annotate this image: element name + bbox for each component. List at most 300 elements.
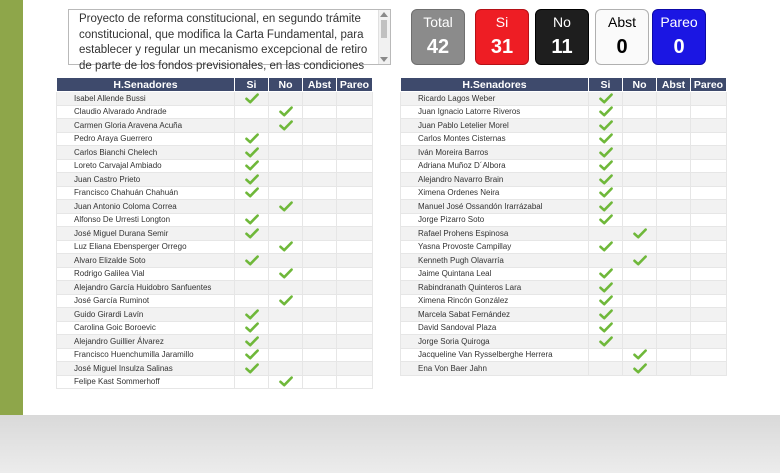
vote-cell-si (589, 119, 623, 133)
vote-cell-abst (303, 348, 337, 362)
vote-cell-pareo (337, 321, 373, 335)
vote-cell-no (623, 240, 657, 254)
vote-cell-si (589, 213, 623, 227)
senator-name: Ximena Ordenes Neira (401, 186, 589, 200)
senator-name: Iván Moreira Barros (401, 146, 589, 160)
vote-cell-si (235, 240, 269, 254)
table-row (401, 132, 727, 146)
vote-cell-pareo (337, 254, 373, 268)
description-scrollbar[interactable] (378, 10, 390, 64)
vote-cell-pareo (337, 281, 373, 295)
vote-cell-si (589, 173, 623, 187)
vote-cell-abst (657, 321, 691, 335)
vote-cell-pareo (691, 92, 727, 106)
vote-cell-no (623, 308, 657, 322)
vote-cell-pareo (691, 213, 727, 227)
vote-cell-no (623, 321, 657, 335)
senator-name: José Miguel Durana Semir (57, 227, 235, 241)
vote-cell-no (269, 186, 303, 200)
vote-cell-pareo (691, 335, 727, 349)
table-row (57, 213, 373, 227)
col-header-no: No (623, 78, 657, 92)
senator-name: Manuel José Ossandón Irarrázabal (401, 200, 589, 214)
pareo-votes-tile (652, 9, 706, 65)
vote-cell-pareo (337, 348, 373, 362)
vote-cell-pareo (691, 119, 727, 133)
check-icon (599, 214, 613, 225)
senator-name: Carolina Goic Boroevic (57, 321, 235, 335)
check-icon (599, 133, 613, 144)
vote-cell-si (589, 254, 623, 268)
check-icon (279, 295, 293, 306)
vote-cell-no (623, 146, 657, 160)
senator-name: Alejandro Guillier Álvarez (57, 335, 235, 349)
vote-cell-abst (303, 105, 337, 119)
vote-cell-si (235, 105, 269, 119)
check-icon (245, 322, 259, 333)
check-icon (279, 268, 293, 279)
table-row (401, 159, 727, 173)
table-row (57, 375, 373, 389)
vote-cell-abst (657, 267, 691, 281)
col-header-si: Si (589, 78, 623, 92)
vote-cell-pareo (337, 308, 373, 322)
check-icon (599, 268, 613, 279)
scroll-up-arrow-icon[interactable] (380, 12, 388, 17)
check-icon (599, 201, 613, 212)
vote-cell-si (235, 132, 269, 146)
table-row (57, 146, 373, 160)
check-icon (599, 93, 613, 104)
vote-cell-no (269, 119, 303, 133)
vote-cell-abst (657, 186, 691, 200)
check-icon (279, 106, 293, 117)
bill-description-box[interactable] (68, 9, 391, 72)
vote-cell-pareo (337, 119, 373, 133)
vote-cell-abst (657, 173, 691, 187)
senator-name: Alvaro Elizalde Soto (57, 254, 235, 268)
vote-cell-no (269, 321, 303, 335)
vote-cell-no (623, 119, 657, 133)
vote-cell-si (235, 254, 269, 268)
senator-name: Alejandro García Huidobro Sanfuentes (57, 281, 235, 295)
check-icon (599, 322, 613, 333)
vote-cell-abst (657, 92, 691, 106)
table-row (401, 186, 727, 200)
vote-cell-si (235, 200, 269, 214)
vote-cell-abst (303, 240, 337, 254)
table-row (401, 362, 727, 376)
check-icon (599, 147, 613, 158)
vote-cell-no (269, 375, 303, 389)
abst-label: Abst (607, 14, 636, 30)
pareo-count: 0 (673, 36, 685, 58)
vote-cell-si (589, 92, 623, 106)
vote-cell-no (623, 159, 657, 173)
vote-cell-abst (657, 335, 691, 349)
vote-cell-pareo (691, 146, 727, 160)
vote-cell-no (269, 200, 303, 214)
vote-cell-no (269, 173, 303, 187)
table-row (401, 240, 727, 254)
vote-cell-no (269, 213, 303, 227)
vote-cell-abst (303, 227, 337, 241)
vote-cell-pareo (337, 159, 373, 173)
vote-cell-si (589, 146, 623, 160)
check-icon (279, 241, 293, 252)
col-header-si: Si (235, 78, 269, 92)
scroll-thumb[interactable] (381, 20, 387, 38)
table-row (401, 294, 727, 308)
vote-cell-si (589, 132, 623, 146)
vote-cell-pareo (337, 132, 373, 146)
table-row (401, 254, 727, 268)
vote-cell-abst (657, 132, 691, 146)
table-row (401, 335, 727, 349)
no-votes-tile (535, 9, 589, 65)
senator-name: Jorge Pizarro Soto (401, 213, 589, 227)
vote-cell-abst (657, 348, 691, 362)
vote-cell-si (589, 362, 623, 376)
vote-cell-pareo (691, 348, 727, 362)
vote-cell-abst (657, 308, 691, 322)
vote-cell-si (235, 92, 269, 106)
vote-cell-no (623, 200, 657, 214)
scroll-down-arrow-icon[interactable] (380, 57, 388, 62)
vote-cell-si (589, 186, 623, 200)
si-label: Si (495, 14, 509, 30)
table-row (401, 321, 727, 335)
pareo-label: Pareo (660, 14, 698, 30)
vote-cell-abst (303, 173, 337, 187)
table-row (401, 92, 727, 106)
table-row (401, 200, 727, 214)
table-header-row (57, 78, 373, 92)
check-icon (599, 160, 613, 171)
vote-cell-no (269, 254, 303, 268)
vote-cell-pareo (337, 294, 373, 308)
vote-cell-no (269, 335, 303, 349)
check-icon (599, 106, 613, 117)
senator-name: Yasna Provoste Campillay (401, 240, 589, 254)
vote-cell-abst (303, 281, 337, 295)
table-row (401, 213, 727, 227)
check-icon (599, 309, 613, 320)
vote-cell-no (623, 294, 657, 308)
vote-cell-si (235, 294, 269, 308)
vote-cell-pareo (337, 213, 373, 227)
table-row (57, 159, 373, 173)
vote-cell-abst (303, 159, 337, 173)
vote-cell-si (235, 267, 269, 281)
vote-cell-pareo (691, 254, 727, 268)
col-header-senators: H.Senadores (401, 78, 589, 92)
table-row (57, 132, 373, 146)
vote-cell-pareo (691, 173, 727, 187)
table-row (57, 92, 373, 106)
no-label: No (553, 14, 571, 30)
table-row (57, 335, 373, 349)
vote-cell-pareo (337, 186, 373, 200)
vote-cell-abst (657, 159, 691, 173)
vote-cell-si (589, 294, 623, 308)
vote-cell-si (589, 240, 623, 254)
vote-cell-pareo (337, 267, 373, 281)
senator-name: Guido Girardi Lavín (57, 308, 235, 322)
vote-cell-si (235, 173, 269, 187)
vote-cell-abst (657, 240, 691, 254)
vote-cell-no (623, 267, 657, 281)
table-row (401, 308, 727, 322)
vote-cell-no (269, 146, 303, 160)
table-row (57, 254, 373, 268)
vote-cell-pareo (691, 132, 727, 146)
vote-cell-no (623, 132, 657, 146)
vote-cell-abst (303, 186, 337, 200)
check-icon (245, 363, 259, 374)
total-label: Total (423, 14, 453, 30)
check-icon (245, 309, 259, 320)
vote-cell-si (235, 119, 269, 133)
vote-cell-abst (657, 146, 691, 160)
table-row (401, 119, 727, 133)
vote-cell-pareo (337, 362, 373, 376)
vote-cell-pareo (691, 186, 727, 200)
vote-cell-no (269, 362, 303, 376)
check-icon (245, 160, 259, 171)
vote-cell-si (235, 375, 269, 389)
vote-cell-pareo (337, 146, 373, 160)
check-icon (245, 349, 259, 360)
check-icon (633, 228, 647, 239)
senator-name: Claudio Alvarado Andrade (57, 105, 235, 119)
vote-cell-pareo (691, 227, 727, 241)
vote-cell-pareo (691, 321, 727, 335)
vote-cell-abst (303, 119, 337, 133)
table-row (401, 105, 727, 119)
check-icon (599, 187, 613, 198)
vote-cell-si (589, 281, 623, 295)
total-votes-tile (411, 9, 465, 65)
vote-cell-abst (657, 119, 691, 133)
check-icon (599, 282, 613, 293)
vote-cell-abst (303, 375, 337, 389)
senator-name: Jaime Quintana Leal (401, 267, 589, 281)
lower-background (0, 415, 780, 473)
abst-votes-tile (595, 9, 649, 65)
check-icon (245, 336, 259, 347)
check-icon (279, 376, 293, 387)
table-row (401, 227, 727, 241)
check-icon (245, 228, 259, 239)
senators-vote-table-right (400, 77, 727, 376)
senator-name: David Sandoval Plaza (401, 321, 589, 335)
vote-cell-pareo (337, 335, 373, 349)
vote-cell-si (235, 213, 269, 227)
table-row (57, 186, 373, 200)
si-count: 31 (490, 36, 514, 58)
vote-cell-abst (303, 132, 337, 146)
vote-cell-si (589, 200, 623, 214)
senator-name: Rabindranath Quinteros Lara (401, 281, 589, 295)
vote-cell-si (589, 227, 623, 241)
senator-name: Adriana Muñoz D´Albora (401, 159, 589, 173)
vote-cell-abst (303, 213, 337, 227)
table-row (57, 362, 373, 376)
senator-name: Felipe Kast Sommerhoff (57, 375, 235, 389)
abst-count: 0 (616, 36, 628, 58)
col-header-abst: Abst (303, 78, 337, 92)
vote-cell-pareo (691, 294, 727, 308)
vote-cell-abst (303, 146, 337, 160)
vote-cell-no (623, 335, 657, 349)
vote-cell-abst (657, 200, 691, 214)
table-row (57, 281, 373, 295)
check-icon (245, 133, 259, 144)
vote-cell-abst (303, 200, 337, 214)
check-icon (599, 120, 613, 131)
table-row (401, 267, 727, 281)
senator-name: Alfonso De Urresti Longton (57, 213, 235, 227)
vote-cell-pareo (691, 159, 727, 173)
vote-cell-pareo (337, 200, 373, 214)
vote-cell-si (235, 308, 269, 322)
total-count: 42 (426, 36, 450, 58)
senator-name: Luz Eliana Ebensperger Orrego (57, 240, 235, 254)
vote-cell-abst (303, 335, 337, 349)
senator-name: Francisco Chahuán Chahuán (57, 186, 235, 200)
table-row (401, 348, 727, 362)
vote-cell-abst (303, 92, 337, 106)
bill-description-text: Proyecto de reforma constitucional, en segundo trámite constitucional, que modifica la Carta Fundamental, para establecer y regular un mecanismo excepcional de retiro de parte de los fondos previsionales, en las condiciones (79, 13, 368, 72)
vote-cell-abst (303, 294, 337, 308)
vote-cell-si (235, 281, 269, 295)
vote-cell-abst (657, 227, 691, 241)
vote-cell-si (235, 159, 269, 173)
vote-cell-si (235, 186, 269, 200)
senator-name: Rodrigo Galilea Vial (57, 267, 235, 281)
vote-cell-no (623, 254, 657, 268)
vote-cell-pareo (691, 105, 727, 119)
senator-name: Ricardo Lagos Weber (401, 92, 589, 106)
vote-cell-si (589, 105, 623, 119)
vote-cell-no (623, 362, 657, 376)
left-accent-bar (0, 0, 23, 415)
table-row (57, 267, 373, 281)
vote-cell-pareo (691, 308, 727, 322)
check-icon (599, 174, 613, 185)
vote-cell-si (235, 227, 269, 241)
vote-cell-si (589, 267, 623, 281)
vote-cell-abst (657, 281, 691, 295)
vote-cell-pareo (337, 227, 373, 241)
senator-name: Juan Castro Prieto (57, 173, 235, 187)
vote-cell-abst (303, 267, 337, 281)
table-row (57, 348, 373, 362)
vote-cell-no (623, 173, 657, 187)
check-icon (245, 93, 259, 104)
senator-name: Carmen Gloria Aravena Acuña (57, 119, 235, 133)
vote-cell-pareo (691, 267, 727, 281)
table-row (57, 227, 373, 241)
senator-name: Ximena Rincón González (401, 294, 589, 308)
senator-name: Kenneth Pugh Olavarría (401, 254, 589, 268)
check-icon (245, 174, 259, 185)
vote-cell-pareo (337, 240, 373, 254)
vote-cell-pareo (691, 240, 727, 254)
senator-name: Francisco Huenchumilla Jaramillo (57, 348, 235, 362)
senator-name: Jorge Soria Quiroga (401, 335, 589, 349)
senator-name: Juan Pablo Letelier Morel (401, 119, 589, 133)
senator-name: Loreto Carvajal Ambiado (57, 159, 235, 173)
check-icon (245, 214, 259, 225)
check-icon (245, 187, 259, 198)
vote-cell-si (235, 348, 269, 362)
vote-cell-abst (657, 294, 691, 308)
vote-cell-no (269, 240, 303, 254)
vote-cell-pareo (691, 281, 727, 295)
vote-cell-no (269, 348, 303, 362)
si-votes-tile (475, 9, 529, 65)
table-row (57, 321, 373, 335)
vote-cell-pareo (337, 173, 373, 187)
senator-name: Jacqueline Van Rysselberghe Herrera (401, 348, 589, 362)
senator-name: Pedro Araya Guerrero (57, 132, 235, 146)
vote-cell-si (589, 321, 623, 335)
col-header-pareo: Pareo (337, 78, 373, 92)
table-row (57, 105, 373, 119)
vote-cell-pareo (337, 375, 373, 389)
vote-cell-no (269, 105, 303, 119)
vote-cell-abst (657, 254, 691, 268)
vote-cell-abst (303, 362, 337, 376)
vote-cell-pareo (691, 362, 727, 376)
table-row (57, 308, 373, 322)
vote-cell-si (235, 146, 269, 160)
vote-cell-no (623, 281, 657, 295)
table-row (401, 173, 727, 187)
senator-name: Juan Antonio Coloma Correa (57, 200, 235, 214)
vote-cell-no (269, 132, 303, 146)
check-icon (599, 295, 613, 306)
vote-cell-no (269, 281, 303, 295)
table-header-row (401, 78, 727, 92)
col-header-pareo: Pareo (691, 78, 727, 92)
check-icon (279, 120, 293, 131)
vote-cell-abst (657, 362, 691, 376)
vote-cell-no (623, 227, 657, 241)
vote-cell-no (269, 294, 303, 308)
table-row (57, 173, 373, 187)
senator-name: José García Ruminot (57, 294, 235, 308)
vote-cell-si (589, 335, 623, 349)
vote-cell-si (235, 362, 269, 376)
vote-cell-si (589, 348, 623, 362)
vote-cell-no (623, 186, 657, 200)
senator-name: José Miguel Insulza Salinas (57, 362, 235, 376)
vote-cell-si (235, 321, 269, 335)
senator-name: Marcela Sabat Fernández (401, 308, 589, 322)
col-header-senators: H.Senadores (57, 78, 235, 92)
check-icon (599, 336, 613, 347)
vote-cell-si (235, 335, 269, 349)
vote-cell-abst (657, 105, 691, 119)
vote-cell-abst (303, 308, 337, 322)
vote-cell-no (269, 92, 303, 106)
senator-name: Juan Ignacio Latorre Riveros (401, 105, 589, 119)
table-row (57, 240, 373, 254)
senator-name: Carlos Montes Cisternas (401, 132, 589, 146)
